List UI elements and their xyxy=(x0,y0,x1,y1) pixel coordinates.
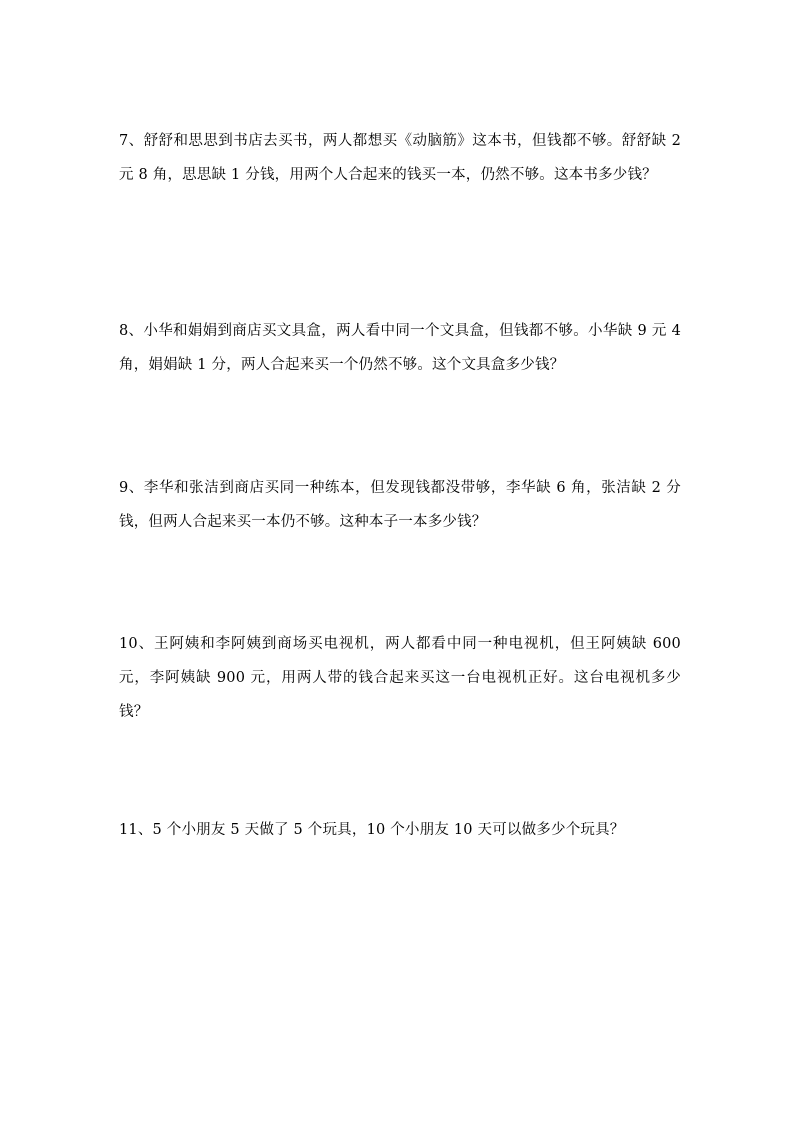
question-8: 8、小华和娟娟到商店买文具盒，两人看中同一个文具盒，但钱都不够。小华缺 9 元 4 角，娟娟缺 1 分，两人合起来买一个仍然不够。这个文具盒多少钱？ xyxy=(119,323,681,373)
question-9: 9、李华和张洁到商店买同一种练本，但发现钱都没带够，李华缺 6 角，张洁缺 2 分钱，但两人合起来买一本仍不够。这种本子一本多少钱？ xyxy=(119,480,681,530)
question-11: 11、5 个小朋友 5 天做了 5 个玩具，10 个小朋友 10 天可以做多少个玩具？ xyxy=(119,822,625,838)
question-10: 10、王阿姨和李阿姨到商场买电视机，两人都看中同一种电视机，但王阿姨缺 600 元，李阿姨缺 900 元，用两人带的钱合起来买这一台电视机正好。这台电视机多少钱？ xyxy=(119,636,681,720)
question-7: 7、舒舒和思思到书店去买书，两人都想买《动脑筋》这本书，但钱都不够。舒舒缺 2 元 8 角，思思缺 1 分钱，用两个人合起来的钱买一本，仍然不够。这本书多少钱？ xyxy=(119,133,681,183)
